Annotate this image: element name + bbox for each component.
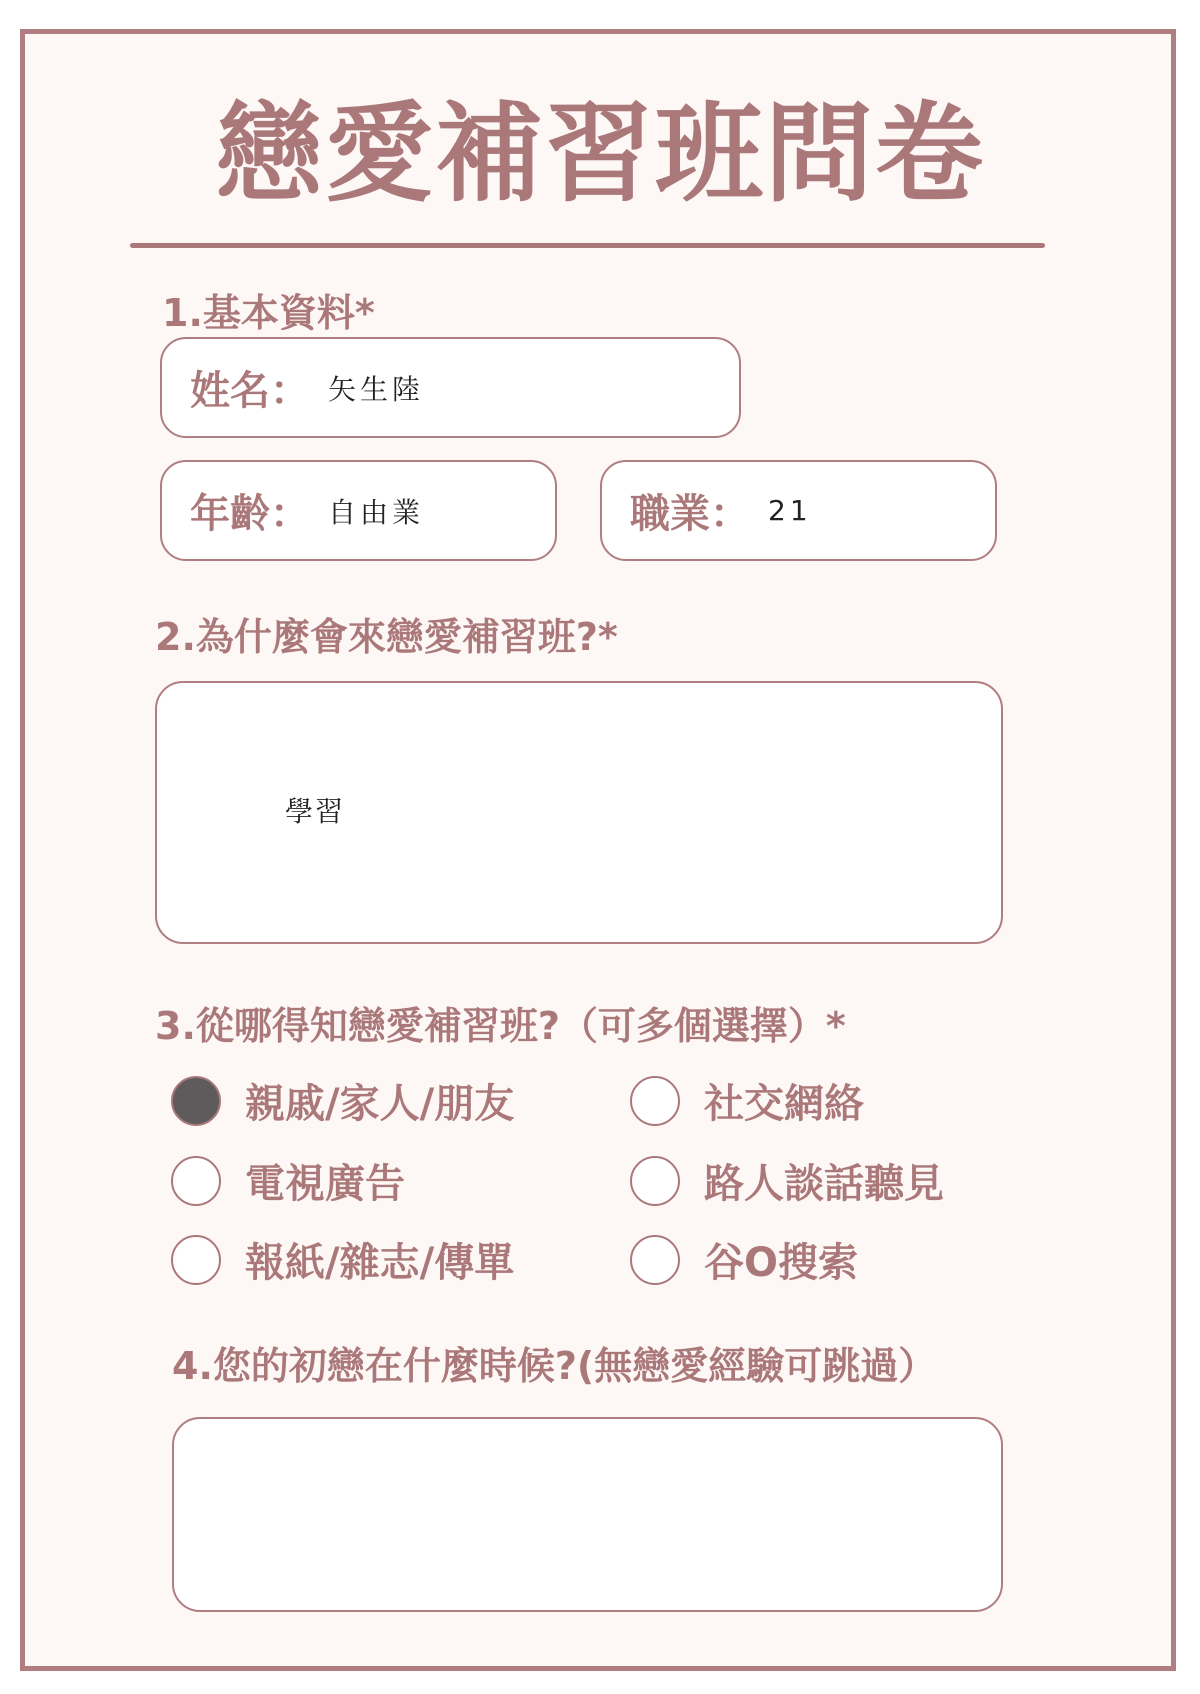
option-tv-ad[interactable] [171,1152,405,1209]
option-relatives-label: 親戚/家人/朋友 [245,1081,515,1127]
occupation-value[interactable]: 21 [768,494,812,527]
option-search-engine[interactable] [630,1231,858,1288]
radio-print-media[interactable] [171,1235,221,1285]
option-overheard-label: 路人談話聽見 [704,1161,944,1207]
radio-search-engine[interactable] [630,1235,680,1285]
option-print-media-label: 報紙/雜志/傳單 [245,1240,515,1286]
radio-relatives[interactable] [171,1076,221,1126]
page-title: 戀愛補習班問卷 [214,92,985,217]
question-basic-info: 1.基本資料* [162,291,375,335]
age-label: 年齡： [190,491,310,537]
age-value[interactable]: 自由業 [328,495,425,529]
first-love-textarea[interactable] [172,1417,1003,1612]
option-social-network-label: 社交網絡 [704,1081,864,1127]
radio-overheard[interactable] [630,1156,680,1206]
question-source: 3.從哪得知戀愛補習班?（可多個選擇）* [155,1004,846,1048]
name-field[interactable] [160,337,741,438]
option-relatives[interactable] [171,1072,514,1129]
title-divider [130,243,1045,248]
option-social-network[interactable] [630,1072,864,1129]
question-reason: 2.為什麼會來戀愛補習班?* [155,615,618,659]
occupation-field[interactable] [600,460,997,561]
option-search-engine-label: 谷O搜索 [704,1240,859,1286]
age-field[interactable] [160,460,557,561]
radio-tv-ad[interactable] [171,1156,221,1206]
name-label: 姓名： [190,368,310,414]
occupation-label: 職業： [630,491,750,537]
radio-social-network[interactable] [630,1076,680,1126]
reason-answer: 學習 [285,795,346,828]
question-first-love: 4.您的初戀在什麼時候?(無戀愛經驗可跳過） [172,1344,937,1388]
option-overheard[interactable] [630,1152,944,1209]
option-print-media[interactable] [171,1231,514,1288]
reason-textarea[interactable] [155,681,1003,944]
name-value[interactable]: 矢生陸 [328,372,425,406]
option-tv-ad-label: 電視廣告 [245,1161,405,1207]
